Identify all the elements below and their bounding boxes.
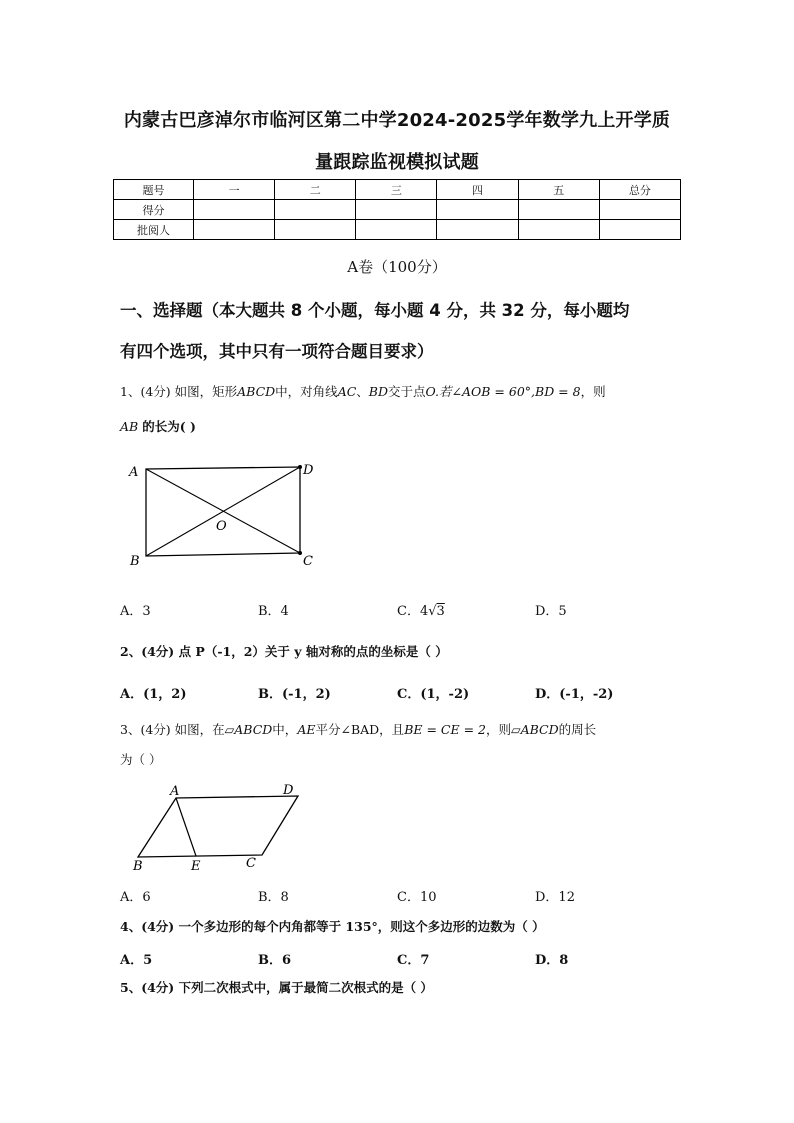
option-b[interactable]: B．6 bbox=[258, 953, 292, 968]
grader-cell bbox=[275, 220, 356, 240]
question-2-text: 2、(4分) 点 P（-1，2）关于 y 轴对称的点的坐标是（ ） bbox=[120, 644, 448, 659]
grader-cell bbox=[356, 220, 437, 240]
header-cell: 五 bbox=[518, 180, 599, 200]
option-a[interactable]: A．(1，2) bbox=[120, 687, 187, 702]
option-d[interactable]: D．5 bbox=[535, 604, 567, 619]
score-cell bbox=[275, 200, 356, 220]
option-a[interactable]: A．6 bbox=[120, 890, 151, 905]
vertex-d-dot bbox=[298, 465, 302, 469]
label-a: A bbox=[129, 465, 139, 480]
score-table-header-row bbox=[114, 180, 681, 200]
option-b[interactable]: B．(-1，2) bbox=[258, 687, 331, 702]
option-a[interactable]: A．5 bbox=[120, 953, 153, 968]
header-cell: 一 bbox=[194, 180, 275, 200]
header-cell: 总分 bbox=[599, 180, 680, 200]
section-heading-line2: 有四个选项，其中只有一项符合题目要求） bbox=[120, 342, 434, 361]
score-cell bbox=[599, 200, 680, 220]
header-cell: 题号 bbox=[114, 180, 194, 200]
score-cell bbox=[518, 200, 599, 220]
volume-heading: A卷（100分） bbox=[347, 258, 447, 276]
question-4-text: 4、(4分) 一个多边形的每个内角都等于 135°，则这个多边形的边数为（ ） bbox=[120, 919, 545, 934]
header-cell: 四 bbox=[437, 180, 518, 200]
option-c[interactable]: C．7 bbox=[397, 953, 430, 968]
option-c[interactable]: C．4√3 bbox=[397, 604, 445, 619]
score-table bbox=[113, 179, 681, 240]
score-table-row bbox=[114, 220, 681, 240]
option-a[interactable]: A．3 bbox=[120, 604, 151, 619]
label-c: C bbox=[303, 554, 313, 569]
grader-cell bbox=[518, 220, 599, 240]
label-e: E bbox=[191, 859, 201, 874]
diagonal-bd bbox=[146, 467, 300, 556]
grader-cell bbox=[194, 220, 275, 240]
vertex-c-dot bbox=[298, 551, 302, 555]
option-d[interactable]: D．8 bbox=[535, 953, 569, 968]
label-c: C bbox=[246, 856, 256, 871]
sqrt-icon: √ bbox=[428, 604, 437, 619]
score-cell bbox=[194, 200, 275, 220]
header-cell: 二 bbox=[275, 180, 356, 200]
row-label-score: 得分 bbox=[114, 200, 194, 220]
label-a: A bbox=[170, 784, 180, 799]
row-label-grader: 批阅人 bbox=[114, 220, 194, 240]
question-1-line2: AB 的长为( ) bbox=[120, 419, 196, 434]
section-heading-line1: 一、选择题（本大题共 8 个小题，每小题 4 分，共 32 分，每小题均 bbox=[120, 301, 630, 320]
label-o: O bbox=[216, 519, 227, 534]
grader-cell bbox=[437, 220, 518, 240]
label-b: B bbox=[130, 554, 140, 569]
parallelogram-abcd bbox=[138, 796, 298, 857]
score-cell bbox=[356, 200, 437, 220]
segment-ae bbox=[176, 798, 196, 856]
option-c[interactable]: C．10 bbox=[397, 890, 437, 905]
label-d: D bbox=[283, 783, 294, 798]
label-b: B bbox=[133, 859, 143, 874]
score-cell bbox=[437, 200, 518, 220]
grader-cell bbox=[599, 220, 680, 240]
parallelogram-figure bbox=[125, 780, 310, 875]
option-b[interactable]: B．8 bbox=[258, 890, 289, 905]
question-3-line1: 3、(4分) 如图，在▱ABCD中，AE平分∠BAD，且BE = CE = 2，则▱ABCD的周长 bbox=[120, 722, 597, 737]
option-d[interactable]: D．(-1，-2) bbox=[535, 687, 614, 702]
question-3-line2: 为（ ） bbox=[120, 752, 162, 767]
label-d: D bbox=[303, 463, 314, 478]
option-d[interactable]: D．12 bbox=[535, 890, 575, 905]
rectangle-figure bbox=[120, 455, 330, 580]
exam-title-line1: 内蒙古巴彦淖尔市临河区第二中学2024-2025学年数学九上开学质 bbox=[123, 110, 671, 131]
score-table-row bbox=[114, 200, 681, 220]
exam-title-line2: 量跟踪监视模拟试题 bbox=[315, 152, 479, 173]
question-1-line1: 1、(4分) 如图，矩形ABCD中，对角线AC、BD交于点O.若∠AOB = 60°,BD = 8，则 bbox=[120, 384, 606, 399]
option-c[interactable]: C．(1，-2) bbox=[397, 687, 470, 702]
option-b[interactable]: B．4 bbox=[258, 604, 289, 619]
question-5-text: 5、(4分) 下列二次根式中，属于最简二次根式的是（ ） bbox=[120, 980, 433, 995]
header-cell: 三 bbox=[356, 180, 437, 200]
